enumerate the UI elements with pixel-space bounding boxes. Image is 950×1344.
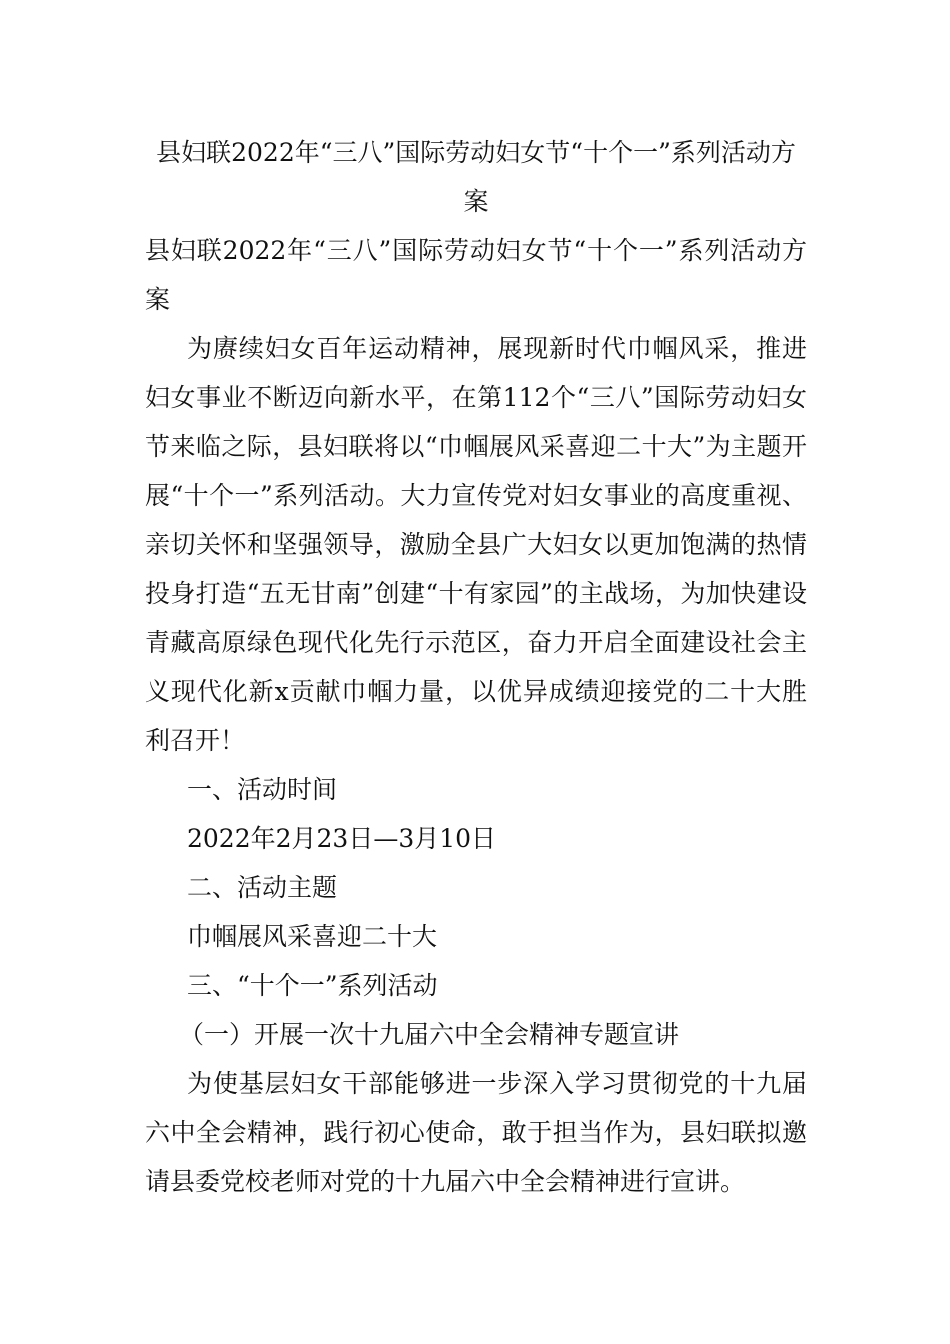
section-heading-theme: 二、活动主题 [187, 873, 338, 902]
intro-paragraph: 为赓续妇女百年运动精神，展现新时代巾帼风采，推进妇女事业不断迈向新水平，在第112个“三八”国际劳动妇女节来临之际，县妇联将以“巾帼展风采喜迎二十大”为主题开展“十个一”系列活动。大力宣传党对妇女事业的高度重视、亲切关怀和坚强领导，激励全县广大妇女以更加饱满的热情投身打造“五无甘南”创建“十有家园”的主战场，为加快建设青藏高原绿色现代化先行示范区，奋力开启全面建设社会主义现代化新x贡献巾帼力量，以优异成绩迎接党的二十大胜利召开！ [145, 334, 807, 755]
activity-time-text: 2022年2月23日—3月10日 [187, 824, 497, 853]
activity-subheading-1: （一）开展一次十九届六中全会精神专题宣讲 [179, 1020, 680, 1049]
activity-paragraph-1: 为使基层妇女干部能够进一步深入学习贯彻党的十九届六中全会精神，践行初心使命，敢于担当作为，县妇联拟邀请县委党校老师对党的十九届六中全会精神进行宣讲。 [145, 1069, 807, 1196]
activity-theme-text: 巾帼展风采喜迎二十大 [187, 922, 438, 951]
document-body [145, 128, 807, 1206]
document-subtitle: 县妇联2022年“三八”国际劳动妇女节“十个一”系列活动方案 [145, 236, 807, 314]
document-title: 县妇联2022年“三八”国际劳动妇女节“十个一”系列活动方案 [156, 138, 796, 216]
section-heading-time: 一、活动时间 [187, 775, 338, 804]
section-heading-activities: 三、“十个一”系列活动 [187, 971, 438, 1000]
